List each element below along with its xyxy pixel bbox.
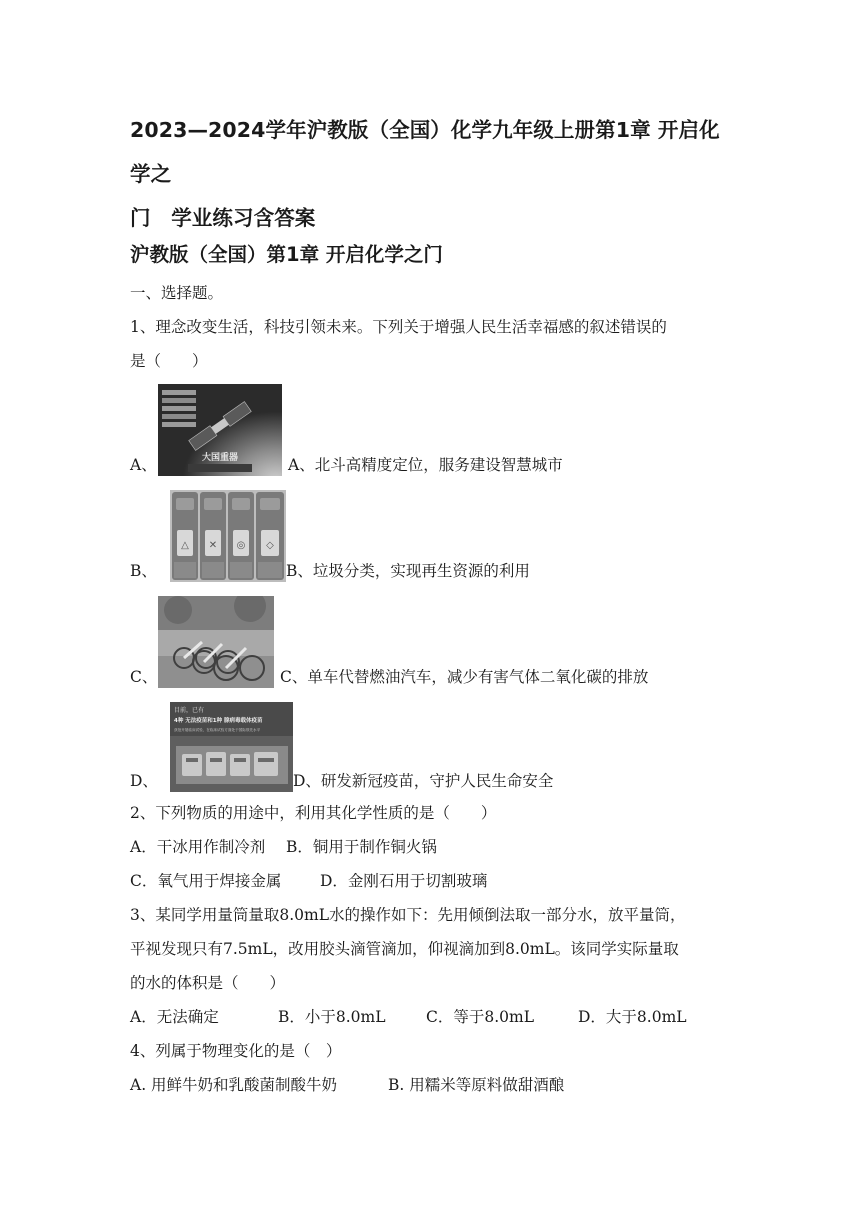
q4-option-a: A. 用鲜牛奶和乳酸菌制酸牛奶 (130, 1076, 338, 1094)
q2-option-c: C．氧气用于焊接金属 (130, 872, 282, 890)
q1-stem-line-2: 是（ ） (130, 352, 208, 370)
svg-text:△: △ (181, 540, 189, 551)
q2-options-row-1 (130, 830, 730, 864)
q1-option-c-letter: C、 (130, 668, 158, 686)
section-heading: 一、选择题。 (130, 284, 224, 302)
q1-option-d-letter: D、 (130, 772, 158, 790)
svg-text:◇: ◇ (266, 540, 274, 551)
satellite-caption: 大国重器 (201, 453, 239, 463)
vaccine-text-line-1: 目前，已有 (174, 707, 205, 714)
q1-option-d-text: D、研发新冠疫苗，守护人民生命安全 (293, 772, 554, 790)
document-subtitle: 沪教版（全国）第1章 开启化学之门 (130, 243, 443, 266)
q3-stem-line-3: 的水的体积是（ ） (130, 974, 286, 992)
vaccine-image (170, 702, 293, 792)
q3-stem-line-1: 3、某同学用量筒量取8.0mL水的操作如下：先用倾倒法取一部分水，放平量筒， (130, 906, 686, 924)
q2-option-d: D．金刚石用于切割玻璃 (320, 872, 488, 890)
q1-option-c-text: C、单车代替燃油汽车，减少有害气体二氧化碳的排放 (280, 668, 649, 686)
bicycles-image (158, 596, 274, 688)
q1-option-a-letter: A、 (130, 456, 157, 474)
q4-option-b: B. 用糯米等原料做甜酒酿 (388, 1076, 565, 1094)
document-page (130, 108, 730, 1102)
document-title-line-2: 门 学业练习含答案 (130, 206, 316, 230)
vaccine-text-line-2: 4种 无法疫苗和1种 腺病毒载体疫苗 (174, 718, 263, 724)
q2-stem: 2、下列物质的用途中，利用其化学性质的是（ ） (130, 804, 497, 822)
q3-option-d: D．大于8.0mL (578, 1008, 687, 1026)
q4-stem: 4、列属于物理变化的是（ ） (130, 1042, 342, 1060)
q1-option-b-text: B、垃圾分类，实现再生资源的利用 (286, 562, 530, 580)
q1-stem-line-1: 1、理念改变生活，科技引领未来。下列关于增强人民生活幸福感的叙述错误的 (130, 318, 667, 336)
q1-option-a-text: A、北斗高精度定位，服务建设智慧城市 (288, 456, 563, 474)
svg-text:◎: ◎ (236, 540, 246, 551)
q1-option-c (130, 596, 730, 688)
q2-option-b: B．铜用于制作铜火锅 (286, 838, 437, 856)
satellite-image (158, 384, 282, 476)
svg-text:✕: ✕ (208, 540, 218, 551)
document-title-line-1: 2023—2024学年沪教版（全国）化学九年级上册第1章 开启化学之 (130, 118, 720, 186)
q1-option-b (130, 490, 730, 582)
q1-option-b-letter: B、 (130, 562, 157, 580)
q2-option-a: A．干冰用作制冷剂 (130, 838, 266, 856)
q2-options-row-2 (130, 864, 730, 898)
q1-option-d (130, 702, 730, 792)
q3-options-row (130, 1000, 730, 1034)
q3-option-c: C．等于8.0mL (426, 1008, 535, 1026)
q4-options-row (130, 1068, 730, 1102)
q3-stem-line-2: 平视发现只有7.5mL，改用胶头滴管滴加，仰视滴加到8.0mL。该同学实际量取 (130, 940, 679, 958)
q1-option-a (130, 384, 730, 476)
q3-option-b: B．小于8.0mL (278, 1008, 386, 1026)
vaccine-text-line-3: 获批开展临床试验，在临床试验方面处于国际领先水平 (174, 728, 261, 732)
q3-option-a: A．无法确定 (130, 1008, 219, 1026)
trash-bins-image (170, 490, 286, 582)
